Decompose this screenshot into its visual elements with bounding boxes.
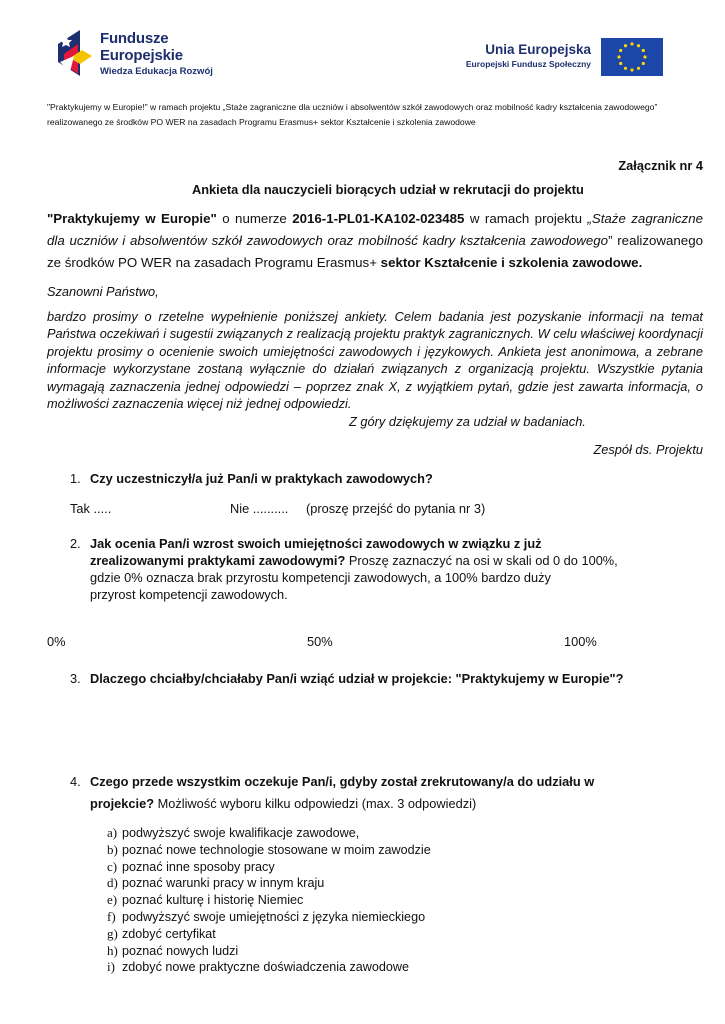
q4-option-f[interactable] — [107, 909, 431, 926]
question-4-line2 — [90, 794, 476, 813]
q4-option-e[interactable] — [107, 892, 431, 909]
question-1-number: 1. — [70, 471, 81, 486]
question-2-number: 2. — [70, 536, 81, 551]
survey-title: Ankieta dla nauczycieli biorących udział w rekrutacji do projektu — [192, 182, 584, 197]
project-note-line1: "Praktykujemy w Europie!" w ramach projektu „Staże zagraniczne dla uczniów i absolwentów szkół zawodowych oraz mobilność kadry kształcenia zawodowego” — [47, 102, 658, 112]
intro-sector: sektor Kształcenie i szkolenia zawodowe. — [380, 255, 643, 270]
fundusze-europejskie-emblem-icon — [56, 28, 94, 78]
fe-logo-line2: Europejskie — [100, 47, 183, 64]
q4-option-letter: d) — [107, 875, 118, 891]
q4-option-text: zdobyć nowe praktyczne doświadczenia zawodowe — [122, 960, 410, 975]
q4-option-h[interactable] — [107, 943, 431, 960]
question-4-number: 4. — [70, 774, 81, 789]
q4-option-text: poznać inne sposoby pracy — [122, 859, 275, 874]
fundusze-europejskie-logo — [56, 28, 226, 80]
q4-option-letter: c) — [107, 858, 118, 874]
question-3-text: Dlaczego chciałby/chciałaby Pan/i wziąć udział w projekcie: "Praktykujemy w Europie"? — [90, 671, 624, 686]
question-1 — [70, 469, 433, 488]
fe-logo-line3: Wiedza Edukacja Rozwój — [100, 66, 213, 77]
q4-option-letter: i) — [107, 959, 115, 975]
q4-options-list — [107, 825, 431, 976]
fe-logo-line1: Fundusze — [100, 30, 169, 47]
salutation: Szanowni Państwo, — [47, 284, 159, 299]
eu-flag-icon — [601, 38, 663, 76]
q4-option-c[interactable] — [107, 859, 431, 876]
question-1-text: Czy uczestniczył/a już Pan/i w praktykach zawodowych? — [90, 471, 433, 486]
question-4-bold-2: projekcie? — [90, 796, 155, 811]
scale-mid-label[interactable]: 50% — [307, 634, 333, 649]
thanks-note: Z góry dziękujemy za udział w badaniach. — [349, 414, 586, 429]
q4-option-text: poznać warunki pracy w innym kraju — [122, 876, 325, 891]
scale-max-label[interactable]: 100% — [564, 634, 597, 649]
q4-option-letter: a) — [107, 825, 118, 840]
q4-option-text: podwyższyć swoje umiejętności z języka niemieckiego — [122, 909, 426, 924]
intro-project-number: 2016-1-PL01-KA102-023485 — [292, 211, 465, 226]
ue-logo-line2: Europejski Fundusz Społeczny — [465, 59, 591, 69]
q4-option-d[interactable] — [107, 875, 431, 892]
q1-answer-no-note: (proszę przejść do pytania nr 3) — [306, 501, 486, 516]
q4-option-text: zdobyć certyfikat — [122, 926, 216, 941]
intro-project-name: "Praktykujemy w Europie" — [47, 211, 217, 226]
q4-option-a[interactable] — [107, 825, 431, 842]
question-2-bold-2: zrealizowanymi praktykami zawodowymi? — [90, 553, 346, 568]
intro-text-1: o numerze — [216, 211, 293, 226]
question-2-line4: przyrost kompetencji zawodowych. — [90, 587, 288, 602]
q4-option-letter: e) — [107, 892, 118, 908]
q4-option-text: poznać nowe technologie stosowane w moim zawodzie — [122, 842, 431, 857]
question-2-rest-2: Proszę zaznaczyć na osi w skali od 0 do 100%, — [345, 553, 618, 568]
annex-label: Załącznik nr 4 — [618, 158, 703, 173]
team-signature: Zespół ds. Projektu — [593, 442, 703, 457]
question-4-rest-2: Możliwość wyboru kilku odpowiedzi (max. 3 odpowiedzi) — [154, 796, 477, 811]
unia-europejska-logo — [458, 38, 663, 78]
question-2-line3: gdzie 0% oznacza brak przyrostu kompetencji zawodowych, a 100% bardzo duży — [90, 570, 551, 585]
question-4-line1 — [70, 772, 594, 791]
q4-option-i[interactable] — [107, 959, 431, 976]
q4-option-letter: g) — [107, 925, 118, 941]
project-note — [47, 100, 687, 130]
q4-option-text: poznać nowych ludzi — [122, 943, 239, 958]
intro-project-title: „Staże zagraniczne dla uczniów i absolwentów szkół zawodowych oraz mobilność kadry kształcenia zawodowego — [47, 211, 703, 248]
question-3 — [70, 669, 623, 688]
question-2-bold-1: Jak ocenia Pan/i wzrost swoich umiejętności zawodowych w związku z już — [90, 536, 542, 551]
project-note-line2: realizowanego ze środków PO WER na zasadach Programu Erasmus+ sektor Kształcenie i szkolenia zawodowe — [47, 117, 476, 127]
question-3-number: 3. — [70, 671, 81, 686]
q1-answer-yes[interactable]: Tak ..... — [70, 501, 112, 516]
q4-option-letter: h) — [107, 942, 118, 958]
q4-option-b[interactable] — [107, 842, 431, 859]
q4-option-g[interactable] — [107, 926, 431, 943]
intro-paragraph — [47, 208, 703, 274]
q4-option-letter: f) — [107, 908, 116, 924]
intro-text-3: ” realizowanego ze środków PO WER na zasadach Programu Erasmus+ — [47, 233, 703, 270]
q1-answer-no[interactable]: Nie .......... — [230, 501, 289, 516]
intro-text-2: w ramach projektu — [464, 211, 588, 226]
scale-min-label[interactable]: 0% — [47, 634, 66, 649]
question-4-bold-1: Czego przede wszystkim oczekuje Pan/i, gdyby został zrekrutowany/a do udziału w — [90, 774, 595, 789]
q4-option-letter: b) — [107, 841, 118, 857]
ue-logo-line1: Unia Europejska — [485, 42, 591, 57]
survey-description: bardzo prosimy o rzetelne wypełnienie poniższej ankiety. Celem badania jest pozyskanie informacji na temat Państwa oczekiwań i sugestii związanych z realizacją projektu praktyk zagranicznych. W celu właściwej koordynacji projektu prosimy o ocenienie swoich umiejętności zawodowych i językowych. Ankieta jest anonimowa, a zebrane informacje wykorzystane zostaną wyłącznie do działań związanych z organizacją projektu. Wszystkie pytania wymagają zaznaczenia jednej odpowiedzi – poprzez znak X, z wyjątkiem pytań, gdzie jest zawarta informacja, o możliwości zaznaczenia więcej niż jednej odpowiedzi. — [47, 309, 703, 412]
q4-option-text: poznać kulturę i historię Niemiec — [122, 893, 304, 908]
q4-option-text: podwyższyć swoje kwalifikacje zawodowe, — [122, 826, 360, 840]
